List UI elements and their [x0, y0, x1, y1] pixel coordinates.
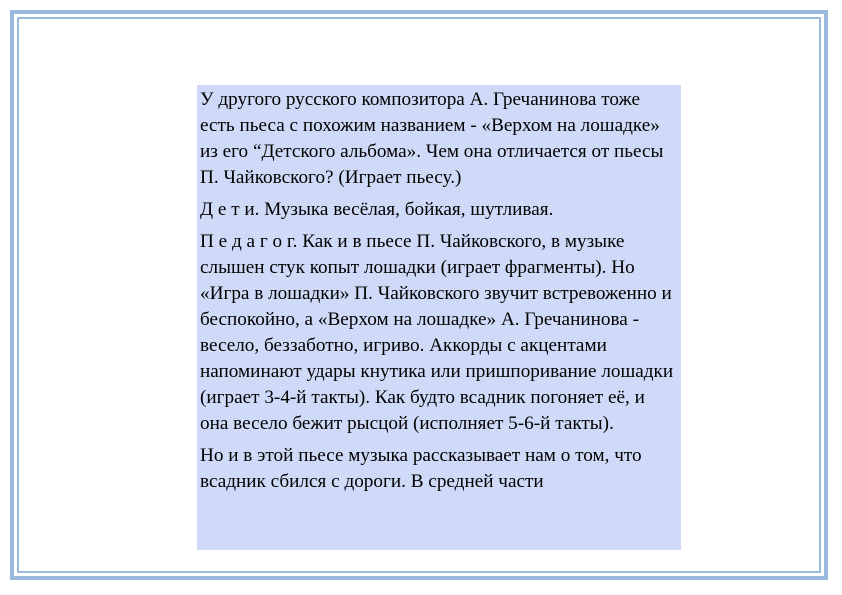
paragraph-intro: У другого русского композитора А. Гречанинова тоже есть пьеса с похожим названием - «Верхом на лошадке» из его “Детского альбома». Чем она отличается от пьесы П. Чайковского? (Играет пьесу.): [200, 89, 664, 188]
paragraph-teacher-explanation: П е д а г о г. Как и в пьесе П. Чайковского, в музыке слышен стук копыт лошадки (играет фрагменты). Но «Игра в лошадки» П. Чайковского звучит встревоженно и беспокойно, а «Верхом на лошадке» А. Гречанинова - весело, беззаботно, игриво. Аккорды с акцентами напоминают удары кнутика или пришпоривание лошадки (играет 3-4-й такты). Как будто всадник погоняет её, и она весело бежит рысцой (исполняет 5-6-й такты).: [200, 231, 674, 434]
paragraph-continuation: Но и в этой пьесе музыка рассказывает нам о том, что всадник сбился с дороги. В средней части: [200, 445, 642, 492]
paragraph-children-answer: Д е т и. Музыка весёлая, бойкая, шутливая.: [200, 199, 554, 220]
text-box: [197, 85, 681, 550]
